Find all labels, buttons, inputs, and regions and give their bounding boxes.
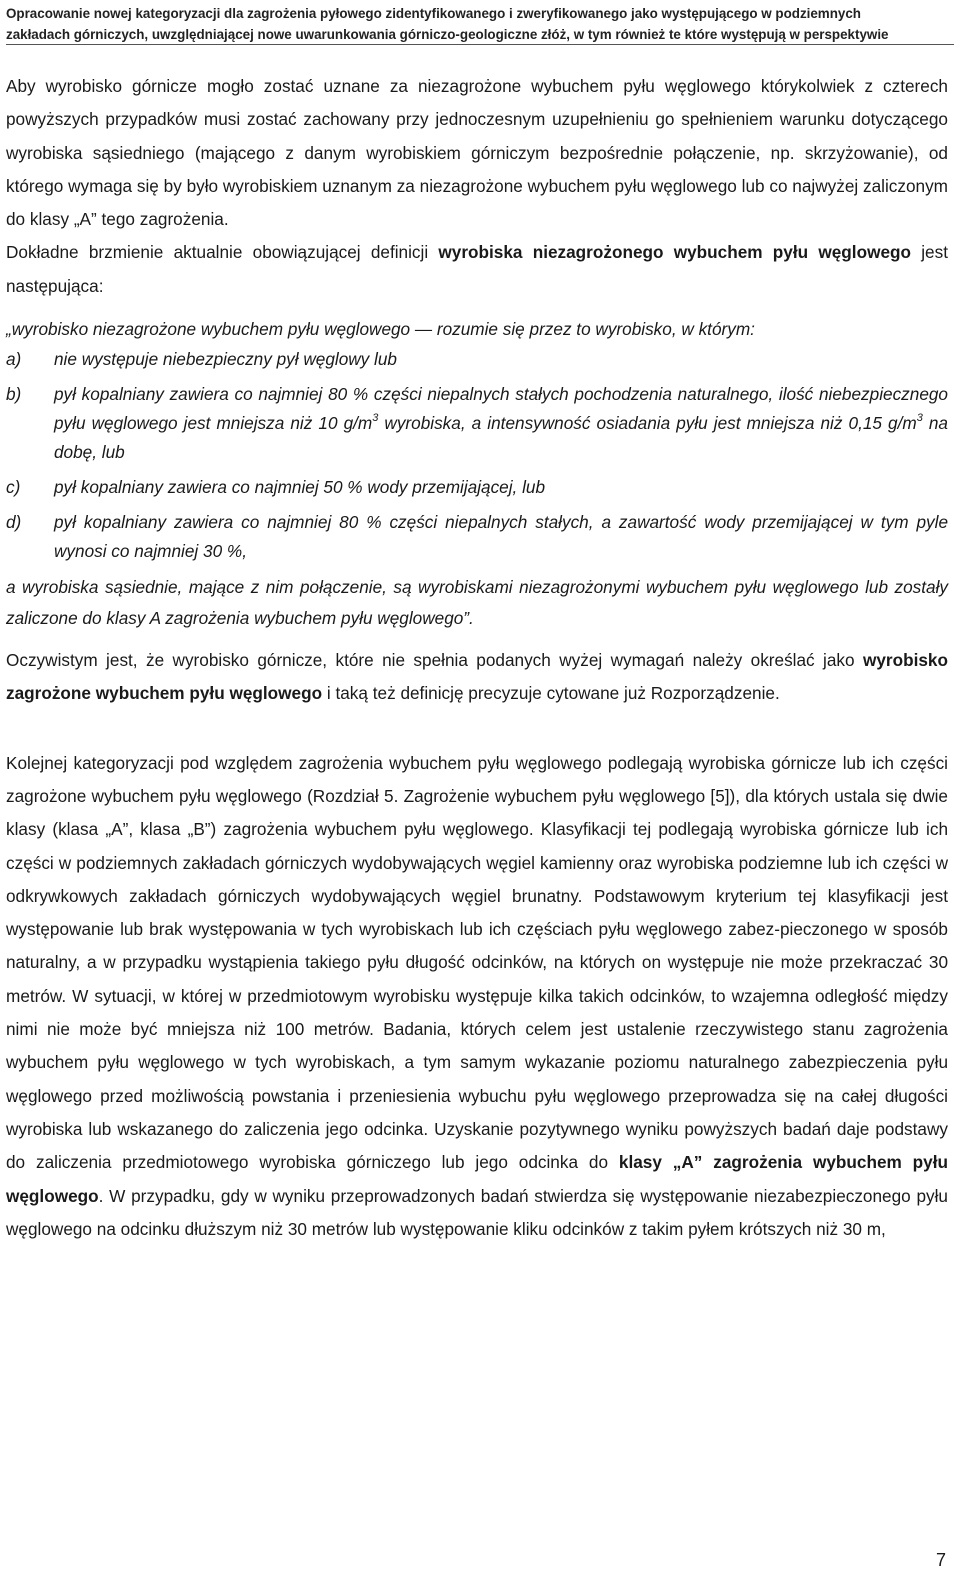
item-text: pył kopalniany zawiera co najmniej 80 % części niepalnych stałych, a zawartość wody przemijającej w tym pyle wynosi co najmniej 30 %, (54, 512, 948, 562)
definition-item-b (6, 380, 948, 467)
definition-item-c (6, 473, 948, 502)
header-line-1: Opracowanie nowej kategoryzacji dla zagrożenia pyłowego zidentyfikowanego i zweryfikowanego jako występującego w podziemnych (6, 6, 861, 21)
page-number: 7 (935, 1550, 946, 1570)
paragraph-4: Kolejnej kategoryzacji pod względem zagrożenia wybuchem pyłu węglowego podlegają wyrobiska górnicze lub ich części zagrożone wybuchem pyłu węglowego (Rozdział 5. Zagrożenie wybuchem pyłu węglowego [5]), dla których ustala się dwie klasy (klasa „A”, klasa „B”) zagrożenia wybuchem pyłu węglowego. Klasyfikacji tej podlegają wyrobiska górnicze lub ich części w podziemnych zakładach górniczych wydobywających węgiel kamienny oraz wyrobiska podziemne lub ich części w odkrywkowych zakładach górniczych wydobywających węgiel brunatny. Podstawowym kryterium tej klasyfikacji jest występowanie lub brak występowania w tych wyrobiskach lub ich częściach pyłu węglowego zabez-pieczonego w sposób naturalny, a w przypadku wystąpienia takiego pyłu długość odcinków, na których on występuje nie może przekraczać 30 metrów. W sytuacji, w której w przedmiotowym wyrobisku występuje kilka takich odcinków, to wzajemna odległość między nimi nie może być mniejsza niż 100 metrów. Badania, których celem jest ustalenie rzeczywistego stanu zagrożenia wybuchem pyłu węglowego w tych wyrobiskach, a tym samym wykazanie poziomu naturalnego zabezpieczenia pyłu węglowego przed możliwością powstania i przeniesienia wybuchu pyłu węglowego przeprowadza się na całej długości wyrobiska lub wskazanego do zaliczenia jego odcinka. Uzyskanie pozytywnego wyniku powyższych badań daje podstawy do zaliczenia przedmiotowego wyrobiska górniczego lub jego odcinka do klasy „A” zagrożenia wybuchem pyłu węglowego. W przypadku, gdy w wyniku przeprowadzonych badań stwierdza się występowanie niezabezpieczonego pyłu węglowego na odcinku dłuższym niż 30 metrów lub występowanie kliku odcinków z takim pyłem krótszych niż 30 m, (6, 752, 948, 1239)
definition-term: wyrobiska niezagrożonego wybuchem pyłu węglowego (438, 242, 911, 263)
item-marker: a) (6, 349, 22, 370)
item-marker: c) (6, 477, 21, 498)
definition-item-a (6, 345, 948, 374)
definition-closing: a wyrobiska sąsiednie, mające z nim połączenie, są wyrobiskami niezagrożonymi wybuchem pyłu węglowego lub zostały zaliczone do klasy A zagrożenia wybuchem pyłu węglowego”. (6, 577, 948, 629)
class-a-term: klasy „A” zagrożenia wybuchem pyłu węglowego (6, 1152, 948, 1206)
emphasis-term: wyrobisko zagrożone wybuchem pyłu węglowego (6, 650, 948, 704)
header-rule (6, 44, 954, 45)
item-text: nie występuje niebezpieczny pył węglowy lub (54, 349, 397, 370)
paragraph-1: Aby wyrobisko górnicze mogło zostać uznane za niezagrożone wybuchem pyłu węglowego którykolwiek z czterech powyższych przypadków musi zostać zachowany przy jednoczesnym uzupełnieniu go spełnieniem warunku dotyczącego wyrobiska sąsiedniego (mającego z danym wyrobiskiem górniczym bezpośrednie połączenie, np. skrzyżowanie), od którego wymaga się by było wyrobiskiem uznanym za niezagrożone wybuchem pyłu węglowego lub co najwyżej zaliczonym do klasy „A” tego zagrożenia. (6, 76, 948, 230)
running-header (0, 0, 960, 45)
definition-block (6, 314, 948, 634)
definition-item-d (6, 508, 948, 566)
item-text: pył kopalniany zawiera co najmniej 50 % wody przemijającej, lub (54, 477, 546, 498)
paragraph-3: Oczywistym jest, że wyrobisko górnicze, które nie spełnia podanych wyżej wymagań należy określać jako wyrobisko zagrożone wybuchem pyłu węglowego i taką też definicję precyzuje cytowane już Rozporządzenie. (6, 650, 948, 704)
document-body (6, 70, 948, 1246)
header-line-2: zakładach górniczych, uwzględniającej nowe uwarunkowania górniczo-geologiczne złóż, w tym również te które występują w perspektywie (6, 27, 889, 42)
item-marker: d) (6, 512, 22, 533)
definition-intro: „wyrobisko niezagrożone wybuchem pyłu węglowego — rozumie się przez to wyrobisko, w którym: (6, 319, 755, 340)
item-marker: b) (6, 384, 22, 405)
paragraph-2: Dokładne brzmienie aktualnie obowiązującej definicji wyrobiska niezagrożonego wybuchem pyłu węglowego jest następująca: (6, 242, 948, 296)
item-text: pył kopalniany zawiera co najmniej 80 % części niepalnych stałych pochodzenia naturalnego, ilość niebezpiecznego pyłu węglowego jest mniejsza niż 10 $g/m^3$ wyrobiska, a intensywność osiadania pyłu jest mniejsza niż 0,15 $g/m^3$ na dobę, lub (54, 384, 948, 463)
